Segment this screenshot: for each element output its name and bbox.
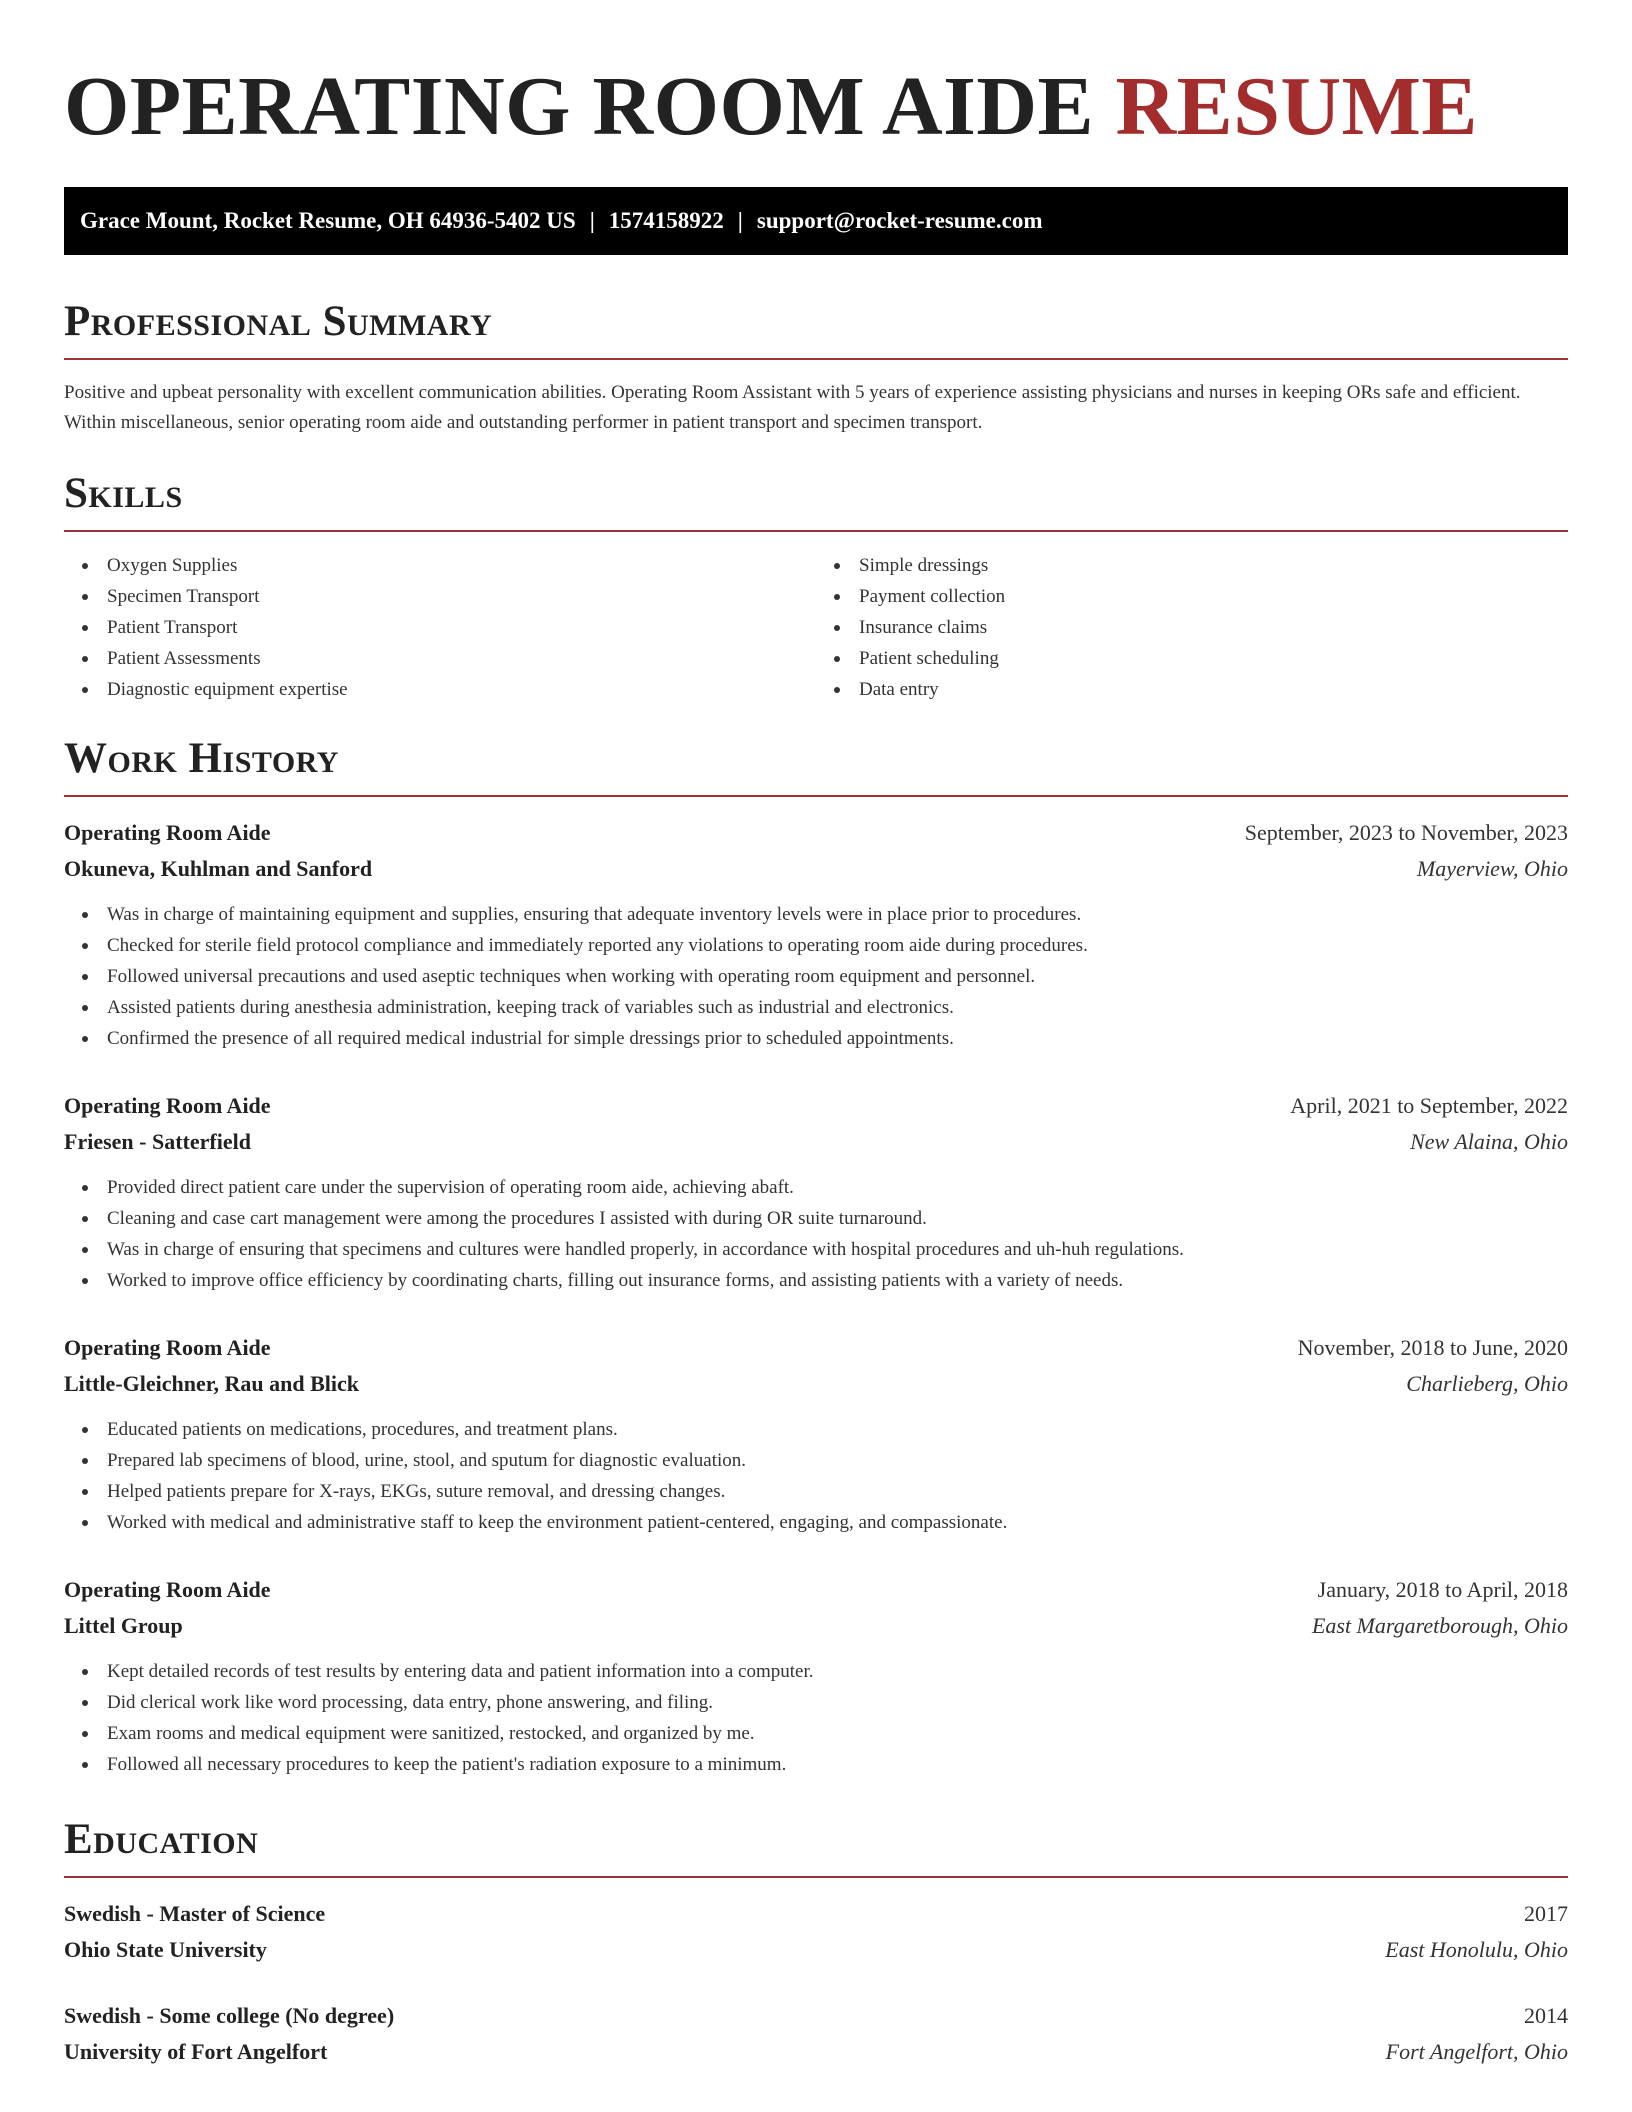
job-location: Charlieberg, Ohio — [1406, 1371, 1568, 1396]
job-duty: Was in charge of ensuring that specimens and cultures were handled properly, in accordance with hospital procedures and uh-huh regulations. — [64, 1234, 1568, 1265]
education-school-row — [64, 2034, 1568, 2070]
skill-item: Patient Transport — [64, 612, 816, 643]
contact-separator: | — [589, 208, 595, 233]
job-duty: Followed all necessary procedures to keep the patient's radiation exposure to a minimum. — [64, 1749, 1568, 1780]
job-duty: Assisted patients during anesthesia administration, keeping track of variables such as industrial and electronics. — [64, 992, 1568, 1023]
skill-item: Diagnostic equipment expertise — [64, 674, 816, 705]
education-school-row — [64, 1932, 1568, 1968]
job-duty: Provided direct patient care under the supervision of operating room aide, achieving abaft. — [64, 1172, 1568, 1203]
contact-email: support@rocket-resume.com — [756, 208, 1043, 233]
skills-column-right — [816, 550, 1568, 705]
job-duties — [64, 1414, 1568, 1538]
skills-heading: Skills — [64, 472, 1568, 532]
job-title-row — [64, 1572, 1568, 1608]
skill-item: Data entry — [816, 674, 1568, 705]
summary-heading: Professional Summary — [64, 300, 1568, 360]
contact-bar — [64, 187, 1568, 255]
title-accent: RESUME — [1115, 60, 1478, 153]
job-duty: Checked for sterile field protocol compliance and immediately reported any violations to operating room aide during procedures. — [64, 930, 1568, 961]
skill-item: Oxygen Supplies — [64, 550, 816, 581]
education-degree: Swedish - Some college (No degree) — [64, 2003, 395, 2028]
job-duty: Kept detailed records of test results by entering data and patient information into a computer. — [64, 1656, 1568, 1687]
skills-grid — [64, 550, 1568, 705]
education-school: Ohio State University — [64, 1937, 267, 1962]
job-company-row — [64, 1366, 1568, 1402]
job-company-row — [64, 1124, 1568, 1160]
job-duty: Did clerical work like word processing, data entry, phone answering, and filing. — [64, 1687, 1568, 1718]
job-title-row — [64, 815, 1568, 851]
job-duty: Worked with medical and administrative staff to keep the environment patient-centered, engaging, and compassionate. — [64, 1507, 1568, 1538]
job-title: Operating Room Aide — [64, 1335, 271, 1360]
job-title-row — [64, 1330, 1568, 1366]
job-duties — [64, 1172, 1568, 1296]
skill-item: Patient Assessments — [64, 643, 816, 674]
job-company: Friesen - Satterfield — [64, 1129, 251, 1154]
education-location: Fort Angelfort, Ohio — [1385, 2039, 1568, 2064]
education-entry — [64, 1896, 1568, 1968]
work-history-heading: Work History — [64, 737, 1568, 797]
job-duties — [64, 899, 1568, 1054]
education-degree-row — [64, 1896, 1568, 1932]
job-company: Littel Group — [64, 1613, 183, 1638]
title-main: OPERATING ROOM AIDE — [64, 60, 1095, 153]
contact-phone: 1574158922 — [608, 208, 724, 233]
job-duty: Educated patients on medications, procedures, and treatment plans. — [64, 1414, 1568, 1445]
job-location: Mayerview, Ohio — [1416, 856, 1568, 881]
job-dates: April, 2021 to September, 2022 — [1290, 1093, 1568, 1118]
job-title-row — [64, 1088, 1568, 1124]
job-company: Little-Gleichner, Rau and Blick — [64, 1371, 359, 1396]
contact-separator: | — [737, 208, 743, 233]
education-heading: Education — [64, 1818, 1568, 1878]
education-year: 2014 — [1524, 2003, 1568, 2028]
education-degree-row — [64, 1998, 1568, 2034]
job-title: Operating Room Aide — [64, 1577, 271, 1602]
job-duty: Worked to improve office efficiency by coordinating charts, filling out insurance forms, and assisting patients with a variety of needs. — [64, 1265, 1568, 1296]
skill-item: Simple dressings — [816, 550, 1568, 581]
summary-text: Positive and upbeat personality with excellent communication abilities. Operating Room Assistant with 5 years of experience assisting physicians and nurses in keeping ORs safe and efficient. Within miscellaneous, senior operating room aide and outstanding performer in patient transport and specimen transport. — [64, 382, 1521, 433]
education-degree: Swedish - Master of Science — [64, 1901, 326, 1926]
job-duty: Helped patients prepare for X-rays, EKGs, suture removal, and dressing changes. — [64, 1476, 1568, 1507]
job-company: Okuneva, Kuhlman and Sanford — [64, 856, 373, 881]
job-entry — [64, 815, 1568, 1054]
education-school: University of Fort Angelfort — [64, 2039, 328, 2064]
job-duties — [64, 1656, 1568, 1780]
skill-item: Payment collection — [816, 581, 1568, 612]
job-dates: September, 2023 to November, 2023 — [1244, 820, 1568, 845]
skill-item: Specimen Transport — [64, 581, 816, 612]
education-location: East Honolulu, Ohio — [1385, 1937, 1568, 1962]
education-entry — [64, 1998, 1568, 2070]
education-year: 2017 — [1524, 1901, 1568, 1926]
job-duty: Cleaning and case cart management were among the procedures I assisted with during OR suite turnaround. — [64, 1203, 1568, 1234]
contact-address: Grace Mount, Rocket Resume, OH 64936-5402 US — [80, 208, 576, 233]
resume-title — [64, 60, 1568, 153]
skills-column-left — [64, 550, 816, 705]
job-title: Operating Room Aide — [64, 820, 271, 845]
job-location: East Margaretborough, Ohio — [1311, 1613, 1568, 1638]
job-duty: Followed universal precautions and used aseptic techniques when working with operating room equipment and personnel. — [64, 961, 1568, 992]
job-location: New Alaina, Ohio — [1410, 1129, 1568, 1154]
skills-list-left — [64, 550, 816, 705]
job-dates: January, 2018 to April, 2018 — [1317, 1577, 1568, 1602]
job-entry — [64, 1572, 1568, 1780]
job-entry — [64, 1088, 1568, 1296]
job-duty: Confirmed the presence of all required medical industrial for simple dressings prior to scheduled appointments. — [64, 1023, 1568, 1054]
job-duty: Exam rooms and medical equipment were sanitized, restocked, and organized by me. — [64, 1718, 1568, 1749]
job-company-row — [64, 1608, 1568, 1644]
skills-list-right — [816, 550, 1568, 705]
job-dates: November, 2018 to June, 2020 — [1297, 1335, 1568, 1360]
job-title: Operating Room Aide — [64, 1093, 271, 1118]
job-entry — [64, 1330, 1568, 1538]
skill-item: Patient scheduling — [816, 643, 1568, 674]
job-duty: Prepared lab specimens of blood, urine, stool, and sputum for diagnostic evaluation. — [64, 1445, 1568, 1476]
job-company-row — [64, 851, 1568, 887]
job-duty: Was in charge of maintaining equipment and supplies, ensuring that adequate inventory levels were in place prior to procedures. — [64, 899, 1568, 930]
skill-item: Insurance claims — [816, 612, 1568, 643]
